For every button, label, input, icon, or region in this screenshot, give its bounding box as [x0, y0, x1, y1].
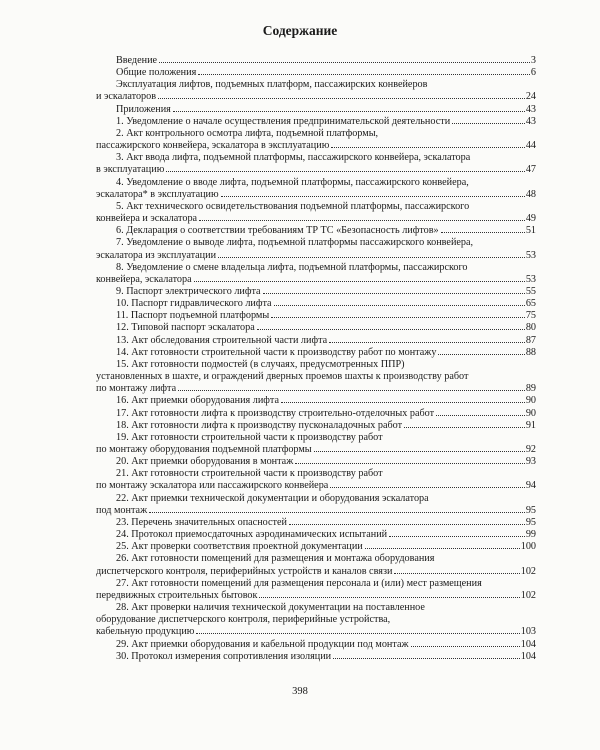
toc-entry-page: 48: [525, 188, 536, 200]
dot-leader: [295, 463, 525, 464]
toc-entry[interactable]: [96, 128, 536, 152]
dot-leader: [329, 342, 525, 343]
toc-entry-text: 24. Протокол приемосдаточных аэродинамических испытаний: [116, 529, 388, 541]
toc-entry[interactable]: [96, 651, 536, 663]
toc-entry-text: конвейера, эскалатора: [96, 273, 192, 285]
toc-entry-page: 3: [530, 55, 536, 66]
toc-entry-text: 16. Акт приемки оборудования лифта: [116, 395, 279, 407]
toc-entry-page: 99: [525, 529, 536, 541]
dot-leader: [199, 220, 525, 221]
toc-entry-text: 5. Акт технического освидетельствования подъемной платформы, пассажирского: [116, 200, 470, 212]
toc-entry[interactable]: [96, 67, 536, 79]
dot-leader: [394, 573, 519, 574]
toc-entry-text: 12. Типовой паспорт эскалатора: [116, 322, 255, 334]
toc-entry[interactable]: [96, 322, 536, 334]
toc-entry[interactable]: [96, 225, 536, 237]
toc-entry-text: кабельную продукцию: [96, 626, 195, 638]
toc-entry[interactable]: [96, 152, 536, 176]
dot-leader: [198, 74, 530, 75]
toc-entry-page: 95: [525, 516, 536, 528]
toc-entry-text: 27. Акт готовности помещений для размещения персонала и (или) мест размещения: [116, 577, 482, 589]
toc-entry-page: 102: [520, 565, 536, 577]
toc-entry-page: 75: [525, 310, 536, 322]
dot-leader: [389, 536, 525, 537]
toc-entry-text: оборудование диспетчерского контроля, периферийные устройства,: [96, 614, 391, 626]
toc-entry-text: 10. Паспорт гидравлического лифта: [116, 298, 272, 310]
dot-leader: [436, 415, 525, 416]
toc-entry-page: 89: [525, 383, 536, 395]
dot-leader: [166, 171, 525, 172]
toc-entry-page: 49: [525, 213, 536, 225]
dot-leader: [333, 658, 520, 659]
toc-entry-text: под монтаж: [96, 504, 148, 516]
toc-entry-page: 90: [525, 395, 536, 407]
toc-entry[interactable]: [96, 104, 536, 116]
toc-entry-text: 25. Акт проверки соответствия проектной документации: [116, 541, 363, 553]
dot-leader: [196, 633, 519, 634]
toc-entry[interactable]: [96, 177, 536, 201]
toc-entry-text: 4. Уведомление о вводе лифта, подъемной платформы, пассажирского конвейера,: [116, 176, 469, 188]
toc-entry-page: 51: [525, 225, 536, 237]
toc-entry-text: 26. Акт готовности помещений для размещения и монтажа оборудования: [116, 553, 435, 565]
toc-entry-text: 8. Уведомление о смене владельца лифта, подъемной платформы, пассажирского: [116, 261, 468, 273]
dot-leader: [452, 123, 525, 124]
toc-entry-text: 21. Акт готовности строительной части к производству работ: [116, 468, 383, 480]
toc-entry-text: 13. Акт обследования строительной части лифта: [116, 334, 328, 346]
toc-entry-page: 24: [525, 91, 536, 103]
toc-entry-page: 88: [525, 346, 536, 358]
toc-entry-text: 7. Уведомление о выводе лифта, подъемной платформы пассажирского конвейера,: [116, 237, 474, 249]
dot-leader: [289, 524, 525, 525]
toc-entry[interactable]: [96, 578, 536, 602]
toc-entry-page: 95: [525, 504, 536, 516]
toc-entry[interactable]: [96, 79, 536, 103]
toc-entry-text: 14. Акт готовности строительной части к производству работ по монтажу: [116, 346, 437, 358]
toc-entry-text: 23. Перечень значительных опасностей: [116, 516, 287, 528]
toc-entry-text: 19. Акт готовности строительной части к производству работ: [116, 431, 383, 443]
toc-entry-text: 6. Декларация о соответствии требованиям ТР ТС «Безопасность лифтов»: [116, 225, 439, 237]
toc-entry-text: 3. Акт ввода лифта, подъемной платформы, пассажирского конвейера, эскалатора: [116, 152, 471, 164]
toc-entry-page: 53: [525, 249, 536, 261]
toc-entry-text: 2. Акт контрольного осмотра лифта, подъемной платформы,: [116, 127, 379, 139]
toc-entry-text: 18. Акт готовности лифта к производству пусконаладочных работ: [116, 419, 403, 431]
toc-entry-text: 28. Акт проверки наличия технической документации на поставленное: [116, 602, 425, 614]
toc-entry-page: 47: [525, 164, 536, 176]
toc-entry[interactable]: [96, 298, 536, 310]
dot-leader: [158, 98, 525, 99]
toc-entry-text: 11. Паспорт подъемной платформы: [116, 310, 270, 322]
toc-entry[interactable]: [96, 55, 536, 67]
toc-entry-page: 92: [525, 444, 536, 455]
toc-entry[interactable]: [96, 420, 536, 432]
toc-entry[interactable]: [96, 456, 536, 468]
toc-entry-text: передвижных строительных бытовок: [96, 589, 258, 601]
toc-entry-text: Приложения: [116, 103, 171, 115]
dot-leader: [271, 317, 525, 318]
toc-entry-text: и эскалаторов: [96, 91, 157, 103]
toc-entry[interactable]: [96, 347, 536, 359]
toc-entry-page: 43: [525, 103, 536, 115]
toc-entry[interactable]: [96, 395, 536, 407]
toc-entry[interactable]: [96, 553, 536, 577]
toc-entry[interactable]: [96, 335, 536, 347]
dot-leader: [281, 402, 525, 403]
dot-leader: [365, 548, 520, 549]
toc-entry[interactable]: [96, 468, 536, 492]
dot-leader: [173, 111, 525, 112]
toc-entry-text: 29. Акт приемки оборудования и кабельной продукции под монтаж: [116, 638, 409, 650]
toc-entry-text: 9. Паспорт электрического лифта: [116, 285, 261, 297]
toc-entry-text: 22. Акт приемки технической документации и оборудования эскалатора: [116, 492, 429, 504]
toc-entry-text: 1. Уведомление о начале осуществления предпринимательской деятельности: [116, 115, 451, 127]
toc-entry-text: конвейера и эскалатора: [96, 213, 198, 225]
toc-entry-page: 87: [525, 334, 536, 346]
table-of-contents: [96, 55, 536, 663]
toc-entry-page: 103: [520, 626, 536, 638]
toc-entry-page: 90: [525, 407, 536, 419]
toc-entry-page: 80: [525, 322, 536, 334]
toc-entry-page: 55: [525, 285, 536, 297]
toc-entry-text: пассажирского конвейера, эскалатора в эксплуатацию: [96, 140, 330, 152]
toc-entry-page: 53: [525, 273, 536, 285]
toc-entry[interactable]: [96, 262, 536, 286]
dot-leader: [438, 354, 524, 355]
toc-entry-text: установленных в шахте, и ограждений дверных проемов шахты к производству работ: [96, 371, 469, 383]
toc-entry-text: 15. Акт готовности подмостей (в случаях, предусмотренных ППР): [116, 358, 405, 370]
toc-entry[interactable]: [96, 517, 536, 529]
dot-leader: [259, 597, 519, 598]
dot-leader: [178, 390, 525, 391]
toc-entry-page: 91: [525, 419, 536, 431]
dot-leader: [194, 281, 525, 282]
toc-entry-page: 44: [525, 140, 536, 152]
toc-entry-text: Общие положения: [116, 67, 197, 79]
dot-leader: [218, 257, 525, 258]
toc-entry[interactable]: [96, 602, 536, 638]
toc-entry-text: в эксплуатацию: [96, 164, 165, 176]
dot-leader: [221, 196, 525, 197]
dot-leader: [159, 62, 530, 63]
toc-entry-text: 20. Акт приемки оборудования в монтаж: [116, 456, 294, 468]
toc-entry-text: Эксплуатация лифтов, подъемных платформ, пассажирских конвейеров: [116, 79, 428, 91]
dot-leader: [314, 451, 525, 452]
toc-entry[interactable]: [96, 310, 536, 322]
toc-entry[interactable]: [96, 432, 536, 456]
toc-entry-page: 94: [525, 480, 536, 492]
dot-leader: [404, 427, 525, 428]
toc-entry-page: 65: [525, 298, 536, 310]
toc-entry-page: 102: [520, 589, 536, 601]
toc-entry-page: 100: [520, 541, 536, 553]
toc-entry-text: диспетчерского контроля, периферийных устройств и каналов связи: [96, 565, 393, 577]
toc-entry-text: 17. Акт готовности лифта к производству строительно-отделочных работ: [116, 407, 435, 419]
toc-entry-text: по монтажу лифта: [96, 383, 177, 395]
dot-leader: [331, 147, 524, 148]
toc-entry-text: эскалатора* в эксплуатацию: [96, 188, 219, 200]
dot-leader: [274, 305, 525, 306]
toc-entry-page: 43: [525, 115, 536, 127]
dot-leader: [263, 293, 525, 294]
dot-leader: [411, 646, 520, 647]
toc-entry-page: 93: [525, 456, 536, 468]
toc-entry[interactable]: [96, 529, 536, 541]
dot-leader: [257, 329, 525, 330]
toc-entry-text: по монтажу эскалатора или пассажирского конвейера: [96, 480, 329, 492]
toc-entry-page: 104: [520, 638, 536, 650]
dot-leader: [330, 487, 525, 488]
toc-entry-page: 104: [520, 650, 536, 662]
toc-entry[interactable]: [96, 359, 536, 395]
toc-entry[interactable]: [96, 201, 536, 225]
toc-entry-page: 6: [530, 67, 536, 79]
toc-entry[interactable]: [96, 116, 536, 128]
page-title: Содержание: [262, 23, 338, 38]
toc-entry[interactable]: [96, 408, 536, 420]
toc-entry-text: эскалатора из эксплуатации: [96, 249, 217, 261]
toc-entry-text: по монтажу оборудования подъемной платформы: [96, 444, 312, 455]
toc-entry[interactable]: [96, 541, 536, 553]
toc-entry[interactable]: [96, 237, 536, 261]
dot-leader: [441, 232, 525, 233]
toc-entry[interactable]: [96, 286, 536, 298]
toc-entry-text: 30. Протокол измерения сопротивления изоляции: [116, 650, 332, 662]
toc-entry[interactable]: [96, 639, 536, 651]
toc-entry-text: Введение: [116, 55, 158, 66]
dot-leader: [149, 512, 525, 513]
page-number: 398: [292, 686, 308, 697]
toc-entry[interactable]: [96, 493, 536, 517]
